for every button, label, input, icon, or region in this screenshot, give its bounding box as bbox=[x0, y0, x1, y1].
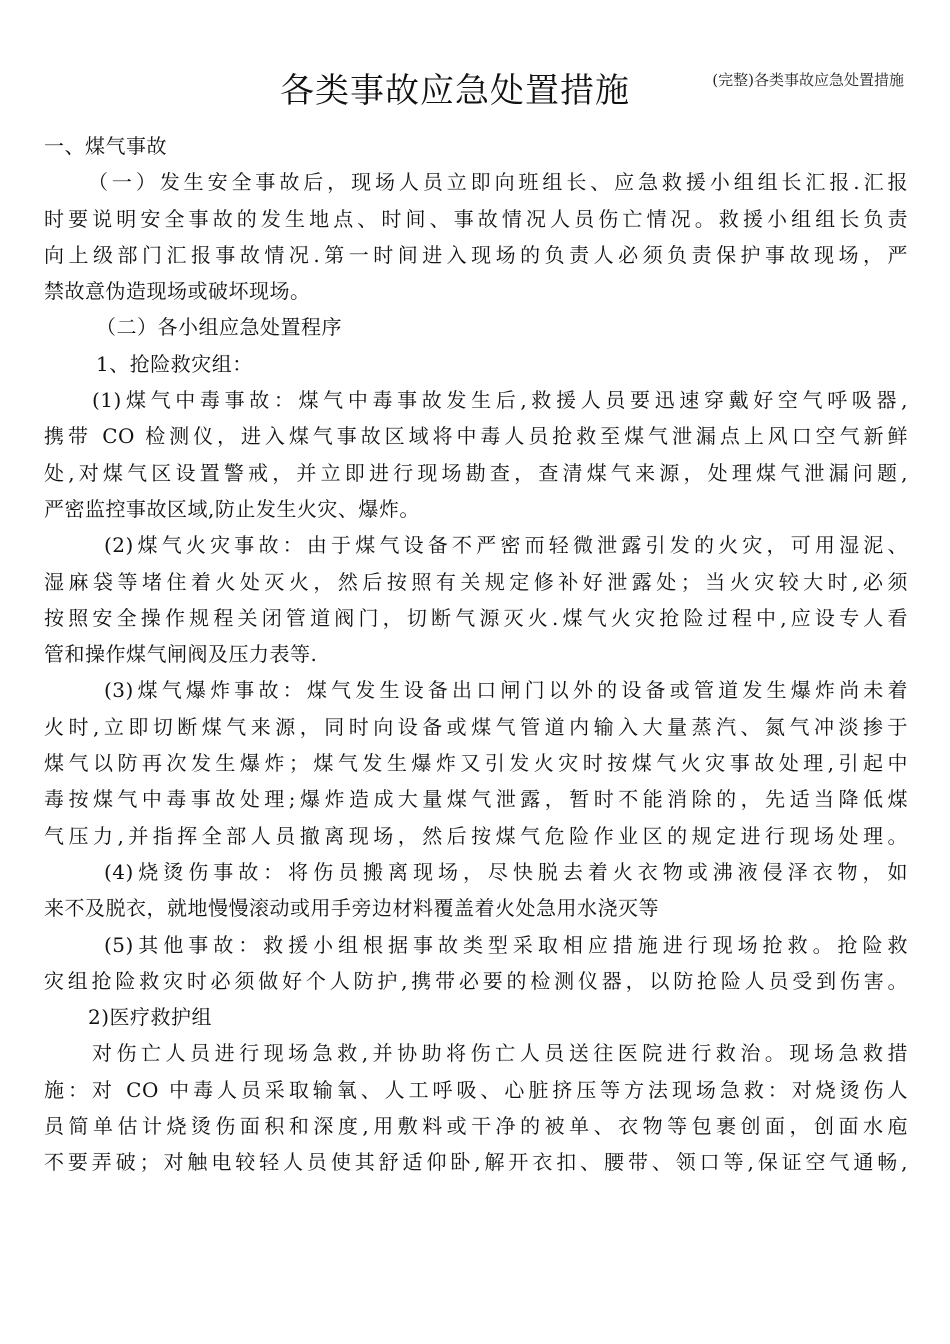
text-line: 禁故意伪造现场或破坏现场。 bbox=[44, 279, 311, 304]
text-line: 一、煤气事故 bbox=[44, 134, 167, 158]
text-line: （二）各小组应急处置程序 bbox=[96, 315, 342, 340]
text-line: 携带 CO 检测仪，进入煤气事故区域将中毒人员抢救至煤气泄漏点上风口空气新鲜 bbox=[44, 424, 908, 449]
text-line: 湿麻袋等堵住着火处灭火，然后按照有关规定修补好泄露处；当火灾较大时,必须 bbox=[44, 569, 908, 594]
text-line: 管和操作煤气闸阀及压力表等. bbox=[44, 642, 318, 667]
text-line: 员简单估计烧烫伤面积和深度,用敷料或干净的被单、衣物等包裹创面，创面水庖 bbox=[44, 1114, 908, 1139]
text-line: 气压力,并指挥全部人员撤离现场，然后按煤气危险作业区的规定进行现场处理。 bbox=[44, 823, 908, 848]
text-line: 时要说明安全事故的发生地点、时间、事故情况人员伤亡情况。救援小组组长负责 bbox=[44, 206, 908, 231]
text-line: （一）发生安全事故后，现场人员立即向班组长、应急救援小组组长汇报.汇报 bbox=[88, 170, 908, 195]
text-line: 严密监控事故区域,防止发生火灾、爆炸。 bbox=[44, 496, 420, 521]
document-body bbox=[44, 128, 908, 1181]
text-line: 火时,立即切断煤气来源，同时向设备或煤气管道内输入大量蒸汽、氮气冲淡掺于 bbox=[44, 714, 908, 739]
text-line: 对伤亡人员进行现场急救,并协助将伤亡人员送往医院进行救治。现场急救措 bbox=[92, 1041, 908, 1066]
text-line: 灾组抢险救灾时必须做好个人防护,携带必要的检测仪器，以防抢险人员受到伤害。 bbox=[44, 968, 908, 993]
text-line: 施：对 CO 中毒人员采取输氧、人工呼吸、心脏挤压等方法现场急救：对烧烫伤人 bbox=[44, 1077, 908, 1102]
text-line: 2)医疗救护组 bbox=[88, 1005, 213, 1030]
text-line: (3)煤气爆炸事故：煤气发生设备出口闸门以外的设备或管道发生爆炸尚未着 bbox=[104, 678, 908, 703]
text-line: (1)煤气中毒事故：煤气中毒事故发生后,救援人员要迅速穿戴好空气呼吸器, bbox=[92, 388, 908, 413]
text-line: (5)其他事故：救援小组根据事故类型采取相应措施进行现场抢救。抢险救 bbox=[104, 932, 908, 957]
text-line: 不要弄破；对触电较轻人员使其舒适仰卧,解开衣扣、腰带、领口等,保证空气通畅, bbox=[44, 1150, 908, 1175]
text-line: (4)烧烫伤事故：将伤员搬离现场，尽快脱去着火衣物或沸液侵泽衣物，如 bbox=[104, 859, 908, 884]
text-line: 处,对煤气区设置警戒，并立即进行现场勘查，查清煤气来源，处理煤气泄漏问题, bbox=[44, 460, 908, 485]
page-title: 各类事故应急处置措施 bbox=[280, 71, 630, 111]
text-line: 毒按煤气中毒事故处理;爆炸造成大量煤气泄露，暂时不能消除的，先适当降低煤 bbox=[44, 787, 908, 812]
text-line: 向上级部门汇报事故情况.第一时间进入现场的负责人必须负责保护事故现场，严 bbox=[44, 242, 908, 267]
text-line: (2)煤气火灾事故：由于煤气设备不严密而轻微泄露引发的火灾，可用湿泥、 bbox=[104, 533, 908, 558]
header-note: (完整)各类事故应急处置措施 bbox=[712, 71, 904, 89]
text-line: 煤气以防再次发生爆炸；煤气发生爆炸又引发火灾时按煤气火灾事故处理,引起中 bbox=[44, 751, 908, 776]
text-line: 1、抢险救灾组： bbox=[96, 351, 253, 376]
text-line: 按照安全操作规程关闭管道阀门，切断气源灭火.煤气火灾抢险过程中,应设专人看 bbox=[44, 605, 908, 630]
text-line: 来不及脱衣，就地慢慢滚动或用手旁边材料覆盖着火处急用水浇灭等 bbox=[44, 896, 659, 921]
